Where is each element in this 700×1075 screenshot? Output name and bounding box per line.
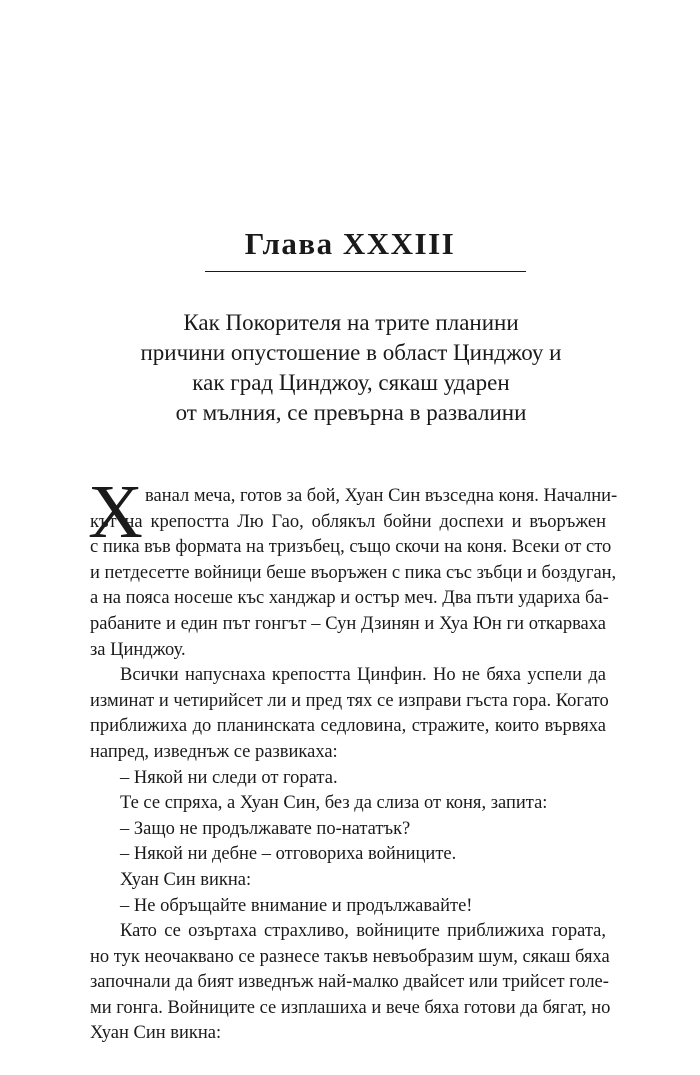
text-line: но тук неочаквано се разнесе такъв невъобразим шум, сякаш бяха <box>90 946 610 967</box>
text-line: и петдесетте войници беше въоръжен с пика със зъбци и боздуган, <box>90 562 617 583</box>
text-line: Те се спряха, а Хуан Син, без да слиза от коня, запита: <box>120 793 548 814</box>
drop-cap: Х <box>88 470 143 554</box>
subtitle-line: причини опустошение в област Цинджоу и <box>140 340 562 365</box>
text-line: изминат и четирийсет ли и пред тях се изправи гъста гора. Когато <box>90 690 609 711</box>
text-line: с пика във формата на тризъбец, също скочи на коня. Всеки от сто <box>90 537 612 558</box>
text-line: започнали да бият изведнъж най-малко двайсет или трийсет голе- <box>90 972 609 993</box>
text-line: – Някой ни дебне – отговориха войниците. <box>120 844 457 865</box>
text-line: – Някой ни следи от гората. <box>120 767 338 788</box>
text-line: а на пояса носеше къс ханджар и остър меч. Два пъти удариха ба- <box>90 588 609 609</box>
text-line: – Не обръщайте внимание и продължавайте! <box>120 895 473 916</box>
text-line: за Цинджоу. <box>90 639 186 660</box>
body-text <box>88 470 618 1047</box>
subtitle-line: Как Покорителя на трите планини <box>183 310 519 335</box>
text-line: Всички напуснаха крепостта Цинфин. Но не бяха успели да <box>120 665 606 686</box>
text-line: – Защо не продължавате по-нататък? <box>120 818 411 839</box>
text-line: приближиха до планинската седловина, стражите, които вървяха <box>90 716 606 737</box>
chapter-subtitle <box>60 308 642 428</box>
text-line: напред, изведнъж се развикаха: <box>90 741 338 762</box>
text-line: ми гонга. Войниците се изплашиха и вече бяха готови да бягат, но <box>90 997 611 1018</box>
title-divider <box>205 271 526 272</box>
chapter-title: Глава XXXIII <box>244 226 456 261</box>
text-line: Хуан Син викна: <box>90 1023 222 1044</box>
text-line: ванал меча, готов за бой, Хуан Син възседна коня. Начални- <box>145 486 618 506</box>
text-line: Хуан Син викна: <box>120 869 252 890</box>
text-line: Като се озъртаха страхливо, войниците приближиха гората, <box>120 921 606 942</box>
text-line: рабаните и един път гонгът – Сун Дзинян и Хуа Юн ги откарваха <box>90 613 606 634</box>
text-line: кът на крепостта Лю Гао, облякъл бойни доспехи и въоръжен <box>90 511 606 532</box>
subtitle-line: от мълния, се превърна в развалини <box>175 400 527 425</box>
subtitle-line: как град Цинджоу, сякаш ударен <box>192 370 510 395</box>
